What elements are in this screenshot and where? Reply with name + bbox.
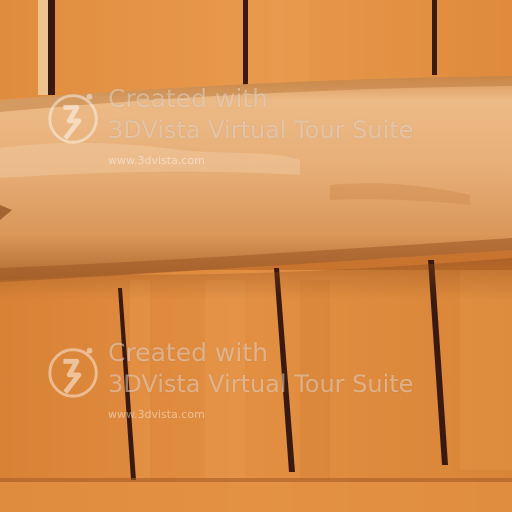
watermark-url: www.3dvista.com (108, 408, 205, 421)
watermark (46, 338, 506, 428)
3dvista-logo-icon (46, 88, 104, 146)
watermark (46, 84, 506, 174)
watermark-line2: 3DVista Virtual Tour Suite (108, 116, 414, 144)
3dvista-logo-icon (46, 342, 104, 400)
watermark-line2: 3DVista Virtual Tour Suite (108, 370, 414, 398)
watermark-line1: Created with (108, 338, 268, 367)
watermark-url: www.3dvista.com (108, 154, 205, 167)
watermark-line1: Created with (108, 84, 268, 113)
